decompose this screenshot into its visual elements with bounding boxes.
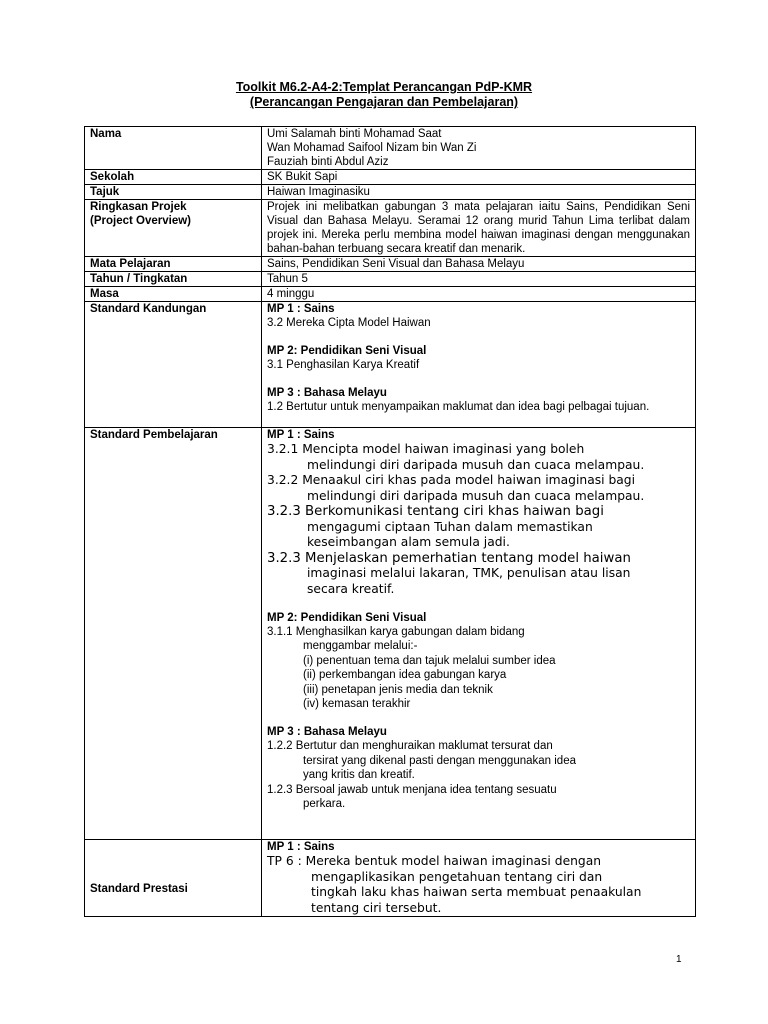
sp-mp2-line-1: 3.1.1 Menghasilkan karya gabungan dalam bidang <box>267 626 525 638</box>
spr-line-3: tingkah laku khas haiwan serta membuat penaakulan <box>311 885 642 899</box>
name-3: Fauziah binti Abdul Aziz <box>267 156 389 168</box>
document-title: Toolkit M6.2-A4-2:Templat Perancangan PdP-KMR <box>235 80 533 94</box>
sp-mp1-line-8: 3.2.3 Menjelaskan pemerhatian tentang model haiwan <box>267 550 631 566</box>
label-ringkasan-1: Ringkasan Projek <box>90 201 187 213</box>
sp-mp1-head: MP 1 : Sains <box>267 429 335 441</box>
row-mata-pelajaran <box>85 257 696 272</box>
sp-mp3-line-2: tersirat yang dikenal pasti dengan menggunakan idea <box>303 754 576 767</box>
value-tahun: Tahun 5 <box>262 272 696 287</box>
sp-mp1-line-5: 3.2.3 Berkomunikasi tentang ciri khas haiwan bagi <box>267 504 604 519</box>
spr-line-4: tentang ciri tersebut. <box>311 900 442 915</box>
row-sekolah <box>85 170 696 185</box>
label-tajuk: Tajuk <box>85 185 262 200</box>
spr-line-2: mengaplikasikan pengetahuan tentang ciri dan <box>311 869 603 884</box>
row-standard-pembelajaran <box>85 428 696 840</box>
sp-mp1-line-9: imaginasi melalui lakaran, TMK, penulisan atau lisan <box>307 566 631 580</box>
label-standard-prestasi <box>85 840 262 917</box>
sp-mp3-head: MP 3 : Bahasa Melayu <box>267 726 387 739</box>
name-2: Wan Mohamad Saifool Nizam bin Wan Zi <box>267 142 477 154</box>
row-nama <box>85 127 696 170</box>
label-ringkasan <box>85 200 262 257</box>
sp-mp1-line-4: melindungi diri daripada musuh dan cuaca melampau. <box>307 488 645 503</box>
sk-mp2-head: MP 2: Pendidikan Seni Visual <box>267 345 427 357</box>
value-tajuk: Haiwan Imaginasiku <box>262 185 696 200</box>
sk-mp3-item: 1.2 Bertutur untuk menyampaikan maklumat dan idea bagi pelbagai tujuan. <box>267 401 650 413</box>
label-nama: Nama <box>85 127 262 170</box>
label-standard-prestasi-text: Standard Prestasi <box>90 883 188 895</box>
row-tajuk <box>85 185 696 200</box>
sp-mp1-line-7: keseimbangan alam semula jadi. <box>307 535 510 549</box>
value-nama <box>262 127 696 170</box>
sp-mp2-line-6: (iv) kemasan terakhir <box>303 698 411 711</box>
sk-mp1-head: MP 1 : Sains <box>267 303 335 315</box>
sp-mp2-line-4: (ii) perkembangan idea gabungan karya <box>303 669 507 682</box>
planning-table <box>84 126 696 917</box>
value-masa: 4 minggu <box>262 287 696 302</box>
label-standard-kandungan: Standard Kandungan <box>85 302 262 428</box>
sk-mp2-item: 3.1 Penghasilan Karya Kreatif <box>267 359 420 371</box>
label-masa: Masa <box>85 287 262 302</box>
spr-mp1-head: MP 1 : Sains <box>267 841 335 853</box>
document-subtitle: (Perancangan Pengajaran dan Pembelajaran) <box>249 95 519 109</box>
sp-mp1-line-3: 3.2.2 Menaakul ciri khas pada model haiwan imaginasi bagi <box>267 473 636 487</box>
sp-mp1-line-10: secara kreatif. <box>307 581 395 596</box>
row-ringkasan <box>85 200 696 257</box>
row-standard-prestasi <box>85 840 696 917</box>
value-standard-kandungan <box>262 302 696 428</box>
sk-mp1-item: 3.2 Mereka Cipta Model Haiwan <box>267 317 431 329</box>
page-number: 1 <box>676 954 682 965</box>
sp-mp1-line-1: 3.2.1 Mencipta model haiwan imaginasi yang boleh <box>267 442 585 456</box>
sp-mp2-line-2: menggambar melalui:- <box>303 640 418 653</box>
sp-mp3-line-4: 1.2.3 Bersoal jawab untuk menjana idea tentang sesuatu <box>267 783 557 796</box>
value-standard-pembelajaran <box>262 428 696 840</box>
value-standard-prestasi <box>262 840 696 917</box>
label-sekolah: Sekolah <box>85 170 262 185</box>
label-tahun: Tahun / Tingkatan <box>85 272 262 287</box>
value-mata-pelajaran: Sains, Pendidikan Seni Visual dan Bahasa Melayu <box>262 257 696 272</box>
label-ringkasan-2: (Project Overview) <box>90 215 191 227</box>
row-standard-kandungan <box>85 302 696 428</box>
sp-mp2-line-5: (iii) penetapan jenis media dan teknik <box>303 683 493 696</box>
sp-mp1-line-6: mengagumi ciptaan Tuhan dalam memastikan <box>307 519 593 534</box>
row-tahun <box>85 272 696 287</box>
sp-mp3-line-1: 1.2.2 Bertutur dan menghuraikan maklumat tersurat dan <box>267 740 553 753</box>
sk-mp3-head: MP 3 : Bahasa Melayu <box>267 387 387 399</box>
label-standard-pembelajaran: Standard Pembelajaran <box>85 428 262 840</box>
name-1: Umi Salamah binti Mohamad Saat <box>267 128 442 140</box>
sp-mp3-line-3: yang kritis dan kreatif. <box>303 769 415 782</box>
label-mata-pelajaran: Mata Pelajaran <box>85 257 262 272</box>
sp-mp2-line-3: (i) penentuan tema dan tajuk melalui sumber idea <box>303 654 556 667</box>
value-ringkasan: Projek ini melibatkan gabungan 3 mata pelajaran iaitu Sains, Pendidikan Seni Visual dan Bahasa Melayu. Seramai 12 orang murid Tahun Lima terlibat dalam projek ini. Mereka perlu membina model haiwan imaginasi dengan menggunakan bahan-bahan terbuang secara kreatif dan menarik. <box>262 200 696 257</box>
sp-mp1-line-2: melindungi diri daripada musuh dan cuaca melampau. <box>307 457 645 472</box>
spr-line-1: TP 6 : Mereka bentuk model haiwan imaginasi dengan <box>267 854 602 868</box>
sp-mp2-head: MP 2: Pendidikan Seni Visual <box>267 612 427 624</box>
row-masa <box>85 287 696 302</box>
sp-mp3-line-5: perkara. <box>303 798 346 811</box>
value-sekolah: SK Bukit Sapi <box>262 170 696 185</box>
